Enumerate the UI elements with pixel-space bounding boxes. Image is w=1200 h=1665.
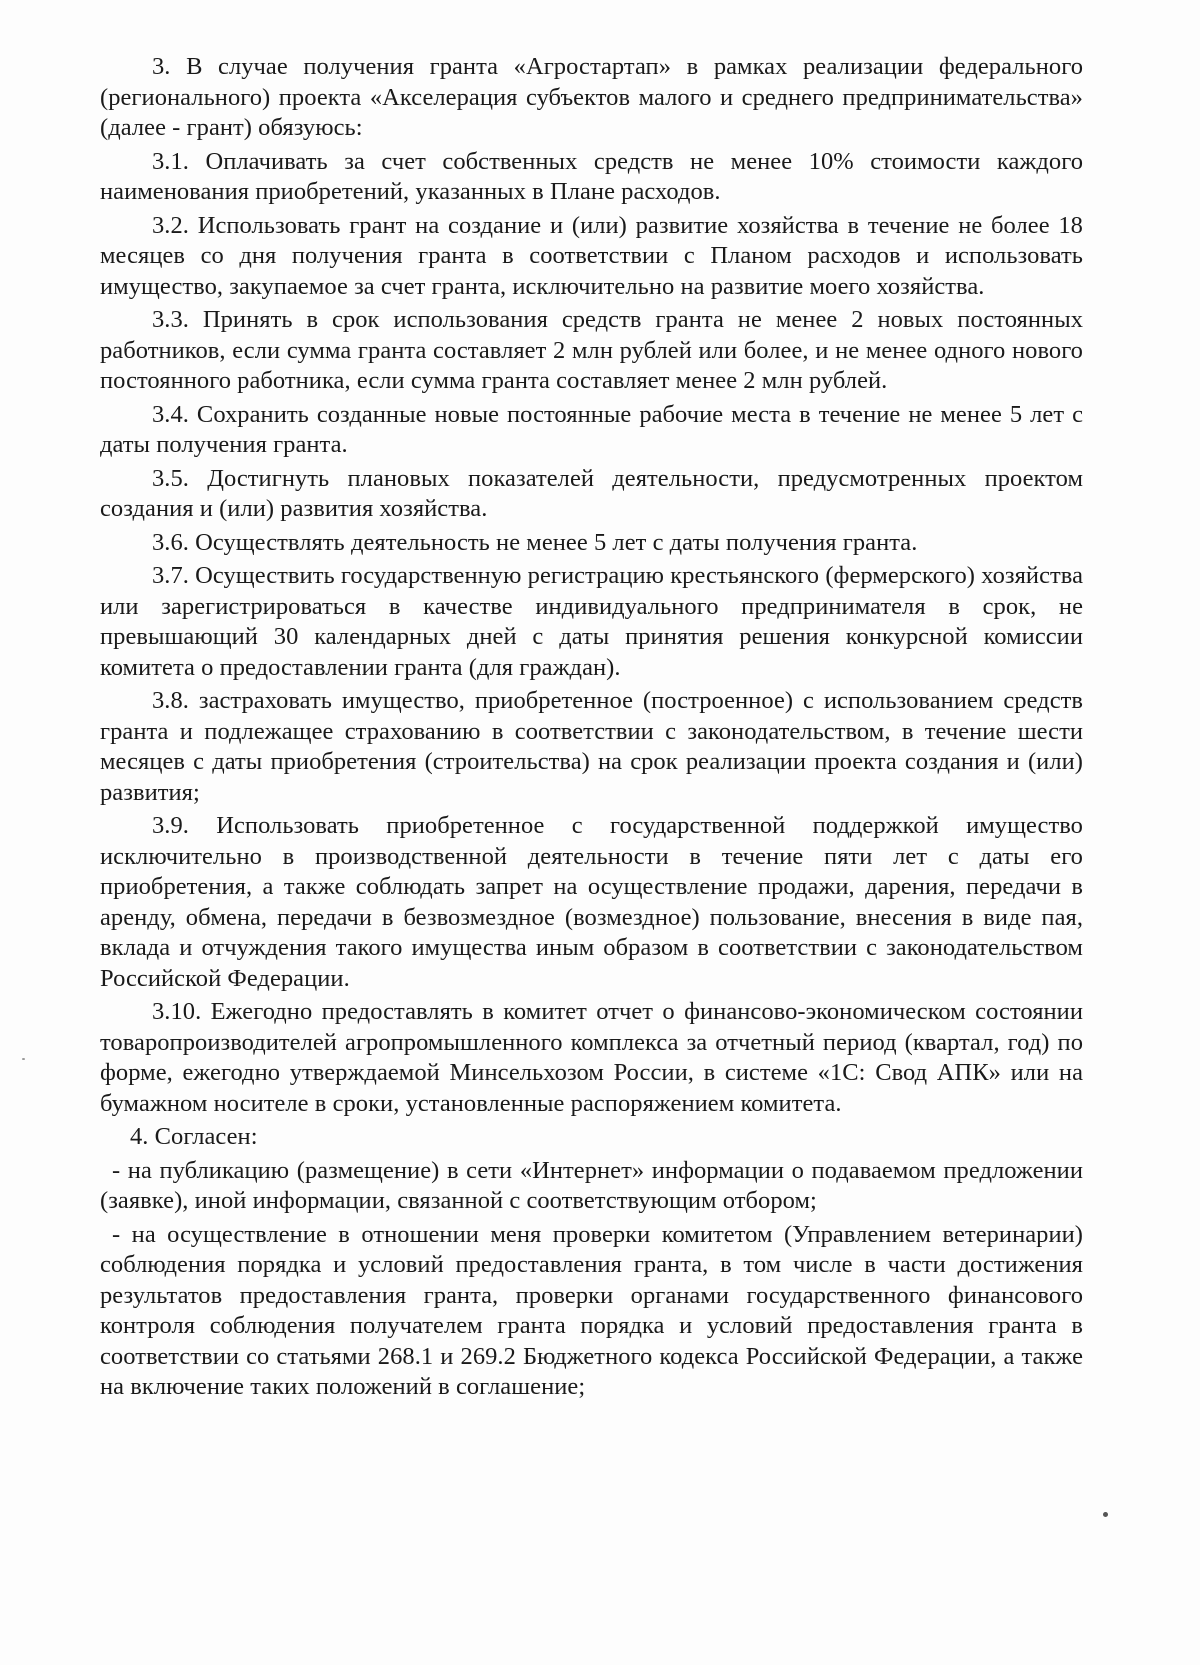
paragraph-3-5: 3.5. Достигнуть плановых показателей деятельности, предусмотренных проектом создания и (или) развития хозяйства.	[100, 464, 1083, 522]
paragraph-3-9: 3.9. Использовать приобретенное с государственной поддержкой имущество исключительно в производственной деятельности в течение пяти лет с даты его приобретения, а также соблюдать запрет на осуществление продажи, дарения, передачи в аренду, обмена, передачи в безвозмездное (возмездное) пользование, внесения в виде пая, вклада и отчуждения такого имущества иным образом в соответствии с законодательством Российской Федерации.	[100, 812, 1083, 992]
paragraph-3-3: 3.3. Принять в срок использования средств гранта не менее 2 новых постоянных работников, если сумма гранта составляет 2 млн рублей или более, и не менее одного нового постоянного работника, если сумма гранта составляет менее 2 млн рублей.	[100, 306, 1083, 394]
paragraph-3: 3. В случае получения гранта «Агростартап» в рамках реализации федерального (регионального) проекта «Акселерация субъектов малого и среднего предпринимательства» (далее - грант) обязуюсь:	[100, 53, 1083, 141]
paragraph-3-1: 3.1. Оплачивать за счет собственных средств не менее 10% стоимости каждого наименования приобретений, указанных в Плане расходов.	[100, 147, 1083, 205]
paragraph-3-8: 3.8. застраховать имущество, приобретенное (построенное) с использованием средств гранта и подлежащее страхованию в соответствии с законодательством, в течение шести месяцев с даты приобретения (строительства) на срок реализации проекта создания и (или) развития;	[100, 687, 1083, 806]
paragraph-4-item-2: - на осуществление в отношении меня проверки комитетом (Управлением ветеринарии) соблюдения порядка и условий предоставления гранта, в том числе в части достижения результатов предоставления гранта, проверки органами государственного финансового контроля соблюдения получателем гранта порядка и условий предоставления гранта в соответствии со статьями 268.1 и 269.2 Бюджетного кодекса Российской Федерации, а также на включение таких положений в соглашение;	[100, 1220, 1083, 1400]
paragraph-3-2: 3.2. Использовать грант на создание и (или) развитие хозяйства в течение не более 18 месяцев со дня получения гранта в соответствии с Планом расходов и использовать имущество, закупаемое за счет гранта, исключительно на развитие моего хозяйства.	[100, 211, 1083, 300]
paragraph-4: 4. Согласен:	[130, 1123, 258, 1150]
paragraph-3-4: 3.4. Сохранить созданные новые постоянные рабочие места в течение не менее 5 лет с даты получения гранта.	[100, 400, 1083, 458]
scan-speck	[22, 1058, 25, 1060]
paragraph-3-6: 3.6. Осуществлять деятельность не менее 5 лет с даты получения гранта.	[152, 528, 918, 556]
paragraph-3-7: 3.7. Осуществить государственную регистрацию крестьянского (фермерского) хозяйства или зарегистрироваться в качестве индивидуального предпринимателя в срок, не превышающий 30 календарных дней с даты принятия решения конкурсной комиссии комитета о предоставлении гранта (для граждан).	[100, 562, 1083, 681]
scan-speck	[1103, 1512, 1108, 1517]
document-body	[100, 52, 1083, 1406]
paragraph-4-item-1: - на публикацию (размещение) в сети «Интернет» информации о подаваемом предложении (заявке), иной информации, связанной с соответствующим отбором;	[100, 1156, 1083, 1214]
paragraph-3-10: 3.10. Ежегодно предоставлять в комитет отчет о финансово-экономическом состоянии товаропроизводителей агропромышленного комплекса за отчетный период (квартал, год) по форме, ежегодно утверждаемой Минсельхозом России, в системе «1С: Свод АПК» или на бумажном носителе в сроки, установленные распоряжением комитета.	[100, 998, 1083, 1117]
